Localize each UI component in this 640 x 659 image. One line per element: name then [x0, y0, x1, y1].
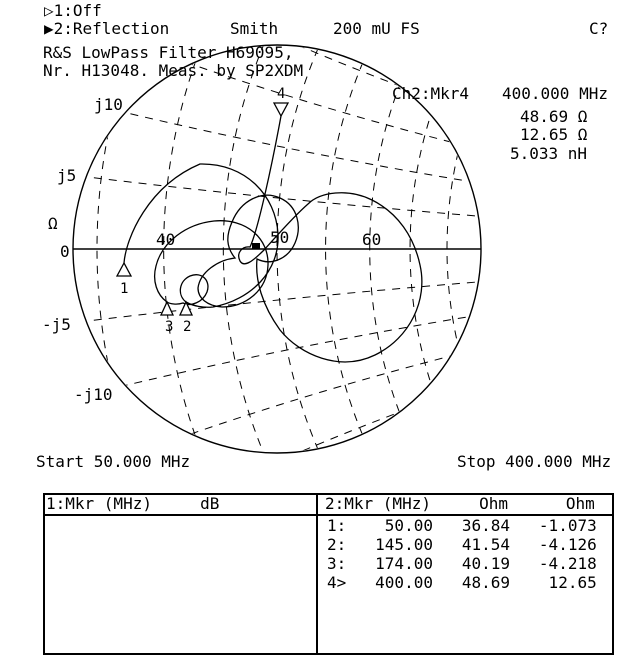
- cal-status-label: C?: [589, 19, 609, 38]
- label-zero: 0: [60, 242, 70, 261]
- marker-3: [161, 302, 173, 335]
- reactance-grid-line--5: [0, 249, 640, 485]
- readout-frequency: 400.000 MHz: [502, 84, 608, 103]
- resistance-grid-line-40: [164, 0, 640, 485]
- title-line-1: R&S LowPass Filter H69095,: [43, 43, 294, 62]
- label-j10: j10: [94, 95, 123, 114]
- reactance-grid-line-30: [0, 0, 640, 249]
- channel-2-status: ▶2:Reflection: [44, 19, 170, 38]
- readout-real: 48.69 Ω: [520, 107, 588, 126]
- sweep-start-label: Start 50.000 MHz: [36, 452, 191, 471]
- marker-table-divider: [316, 493, 318, 655]
- readout-inductance: 5.033 nH: [510, 144, 588, 163]
- reactance-grid-line-15: [0, 0, 640, 249]
- reactance-grid-line--25: [0, 249, 640, 485]
- marker-4-triangle-icon: [274, 103, 288, 116]
- label-r40: 40: [156, 230, 176, 249]
- reactance-grid-line--20: [0, 249, 640, 485]
- marker-3-number: 3: [165, 319, 174, 335]
- table-row: 2: 145.00 41.54 -4.126: [327, 535, 597, 554]
- marker-4: [274, 86, 288, 116]
- readout-channel-marker: Ch2:Mkr4: [392, 84, 470, 103]
- table-left-header: 1:Mkr (MHz) dB: [46, 494, 220, 513]
- channel-1-status: ▷1:Off: [44, 1, 102, 20]
- marker-1-triangle-icon: [117, 263, 131, 276]
- marker-1: [117, 263, 131, 297]
- reactance-grid-line--35: [0, 249, 640, 485]
- label-minus-j5: -j5: [42, 315, 71, 334]
- table-right-header: 2:Mkr (MHz) Ohm Ohm: [325, 494, 595, 513]
- table-row: 3: 174.00 40.19 -4.218: [327, 554, 597, 573]
- label-r50: 50: [270, 228, 290, 247]
- marker-2-number: 2: [183, 319, 192, 335]
- axis-reference-tick: [252, 243, 260, 249]
- display-format-label: Smith: [230, 19, 279, 38]
- marker-4-number: 4: [277, 86, 286, 102]
- label-j5: j5: [57, 166, 77, 185]
- reactance-grid-line--30: [0, 249, 640, 485]
- reactance-grid-line-25: [0, 0, 640, 249]
- table-row: 4> 400.00 48.69 12.65: [327, 573, 597, 592]
- resistance-grid-line-65: [410, 0, 640, 485]
- label-ohm-unit: Ω: [48, 214, 58, 233]
- reactance-grid-line-20: [0, 0, 640, 249]
- resistance-grid-line-50: [277, 0, 640, 485]
- label-minus-j10: -j10: [74, 385, 113, 404]
- scale-label: 200 mU FS: [333, 19, 420, 38]
- sweep-stop-label: Stop 400.000 MHz: [457, 452, 612, 471]
- reactance-grid-line--40: [22, 249, 640, 485]
- title-line-2: Nr. H13048. Meas. by SP2XDM: [43, 61, 304, 80]
- reactance-grid-line--15: [0, 249, 640, 485]
- reactance-grid-line--10: [0, 249, 640, 485]
- reactance-grid-line-10: [0, 0, 640, 249]
- readout-imag: 12.65 Ω: [520, 125, 588, 144]
- resistance-grid-line-70: [447, 0, 640, 485]
- table-row: 1: 50.00 36.84 -1.073: [327, 516, 597, 535]
- marker-2: [180, 302, 192, 335]
- marker-1-number: 1: [120, 281, 129, 297]
- label-r60: 60: [362, 230, 382, 249]
- reactance-grid-line-5: [0, 0, 640, 249]
- reactance-grid-line-35: [0, 0, 640, 249]
